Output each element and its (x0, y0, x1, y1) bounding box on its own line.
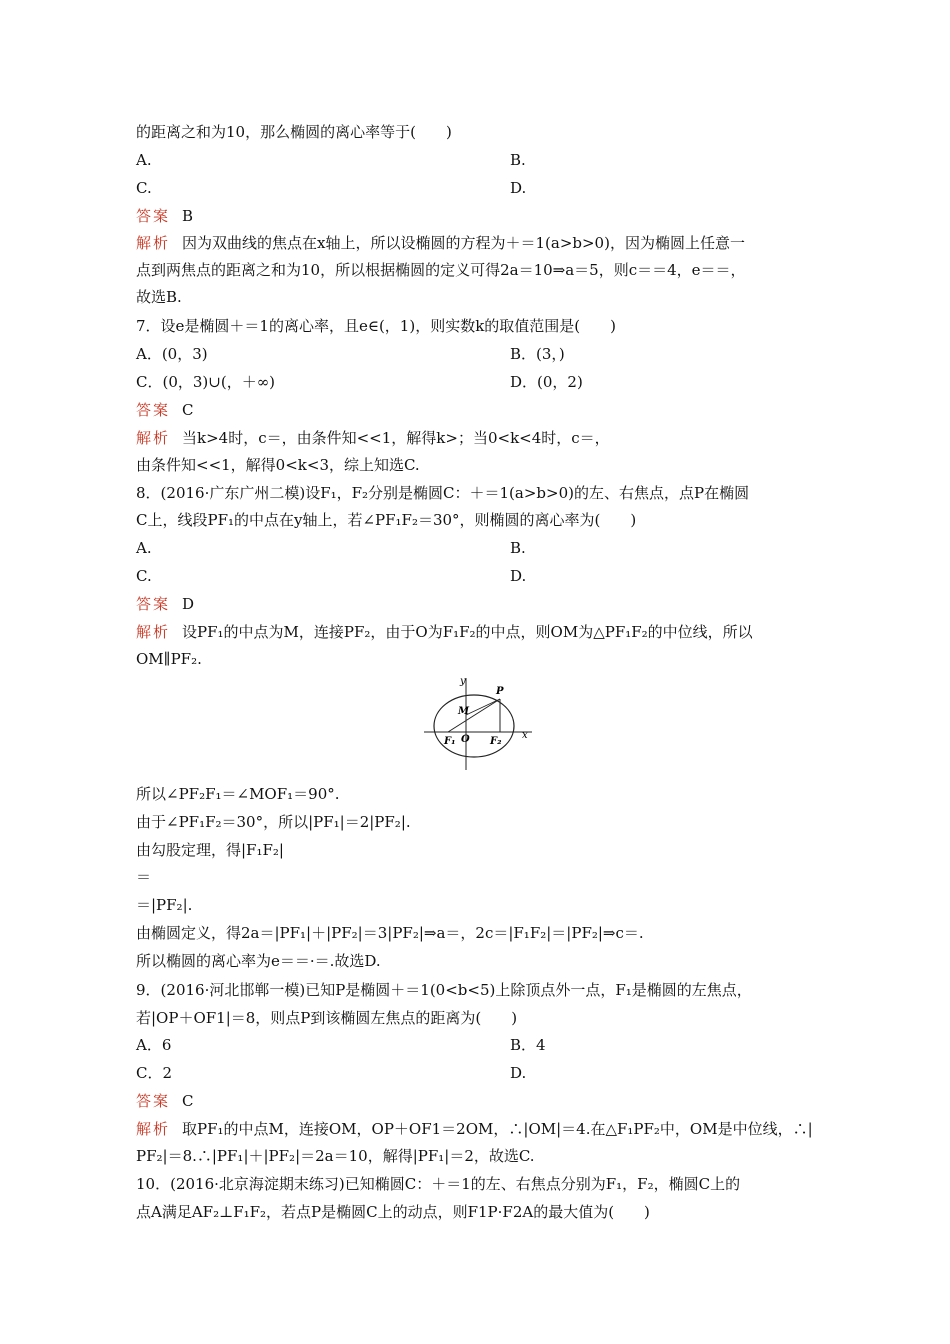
text-line (136, 922, 826, 944)
answer-label: 解析 (136, 1120, 171, 1138)
line-text: C. (136, 567, 152, 585)
answer-label: 解析 (136, 234, 171, 252)
option-right: D. (510, 567, 527, 585)
text-line (136, 648, 826, 670)
line-text: 10．(2016·北京海淀期末练习)已知椭圆C：＋＝1的左、右焦点分别为F₁，F₂，椭圆C上的 (136, 1175, 741, 1193)
option-right: B．4 (510, 1036, 546, 1054)
line-text: A. (136, 151, 152, 169)
segment-pf1 (448, 699, 500, 732)
text-line (136, 205, 826, 227)
label-p: P (496, 686, 504, 697)
line-text: 7．设e是椭圆＋＝1的离心率，且e∈(，1)，则实数k的取值范围是( ) (136, 317, 616, 335)
option-right: B. (510, 151, 526, 169)
answer-label: 解析 (136, 623, 171, 641)
line-text: 所以∠PF₂F₁＝∠MOF₁＝90°. (136, 785, 340, 803)
line-text: 由于∠PF₁F₂＝30°，所以|PF₁|＝2|PF₂|. (136, 813, 411, 831)
answer-label: 答案 (136, 401, 171, 419)
text-line (136, 565, 826, 587)
label-x: x (522, 730, 528, 741)
answer-label: 答案 (136, 595, 171, 613)
text-line (136, 149, 826, 171)
line-text: 因为双曲线的焦点在x轴上，所以设椭圆的方程为＋＝1(a>b>0)，因为椭圆上任意一 (182, 234, 745, 252)
line-text: 故选B. (136, 288, 182, 306)
text-line (136, 1173, 826, 1195)
label-y: y (460, 676, 466, 687)
line-text: 9．(2016·河北邯郸一模)已知P是椭圆＋＝1(0<b<5)上除顶点外一点，F₁是椭圆的左焦点， (136, 981, 752, 999)
line-text: 取PF₁的中点M，连接OM，OP＋OF1＝2OM，∴|OM|＝4.在△F₁PF₂中，OM是中位线，∴| (182, 1120, 813, 1138)
text-line (136, 343, 826, 365)
line-text: PF₂|＝8.∴|PF₁|＋|PF₂|＝2a＝10，解得|PF₁|＝2，故选C. (136, 1147, 535, 1165)
text-line (136, 286, 826, 308)
text-line (136, 621, 826, 643)
text-line (136, 259, 826, 281)
text-line (136, 371, 826, 393)
text-line (136, 593, 826, 615)
option-right: D. (510, 1064, 527, 1082)
line-text: ＝|PF₂|. (136, 896, 193, 914)
label-f2: F₂ (490, 736, 502, 747)
line-text: 当k>4时，c＝，由条件知<<1，解得k>；当0<k<4时，c＝， (182, 429, 610, 447)
ellipse-figure (418, 672, 536, 772)
text-line (136, 894, 826, 916)
option-right: D. (510, 179, 527, 197)
line-text: 由条件知<<1，解得0<k<3，综上知选C. (136, 456, 420, 474)
label-m: M (458, 706, 470, 717)
text-line (136, 177, 826, 199)
option-right: D．(0，2) (510, 373, 583, 391)
text-line (136, 839, 826, 861)
line-text: A. (136, 539, 152, 557)
line-text: 所以椭圆的离心率为e＝＝·＝.故选D. (136, 952, 381, 970)
text-line (136, 232, 826, 254)
line-text: A．6 (136, 1036, 172, 1054)
option-right: B. (510, 539, 526, 557)
text-line (136, 811, 826, 833)
text-line (136, 454, 826, 476)
line-text: C (182, 1092, 194, 1110)
line-text: ＝ (136, 868, 152, 886)
line-text: 由勾股定理，得|F₁F₂| (136, 841, 284, 859)
text-line (136, 482, 826, 504)
text-line (136, 979, 826, 1001)
line-text: C上，线段PF₁的中点在y轴上，若∠PF₁F₂＝30°，则椭圆的离心率为( ) (136, 511, 637, 529)
text-line (136, 1118, 826, 1140)
line-text: 点到两焦点的距离之和为10，所以根据椭圆的定义可得2a＝10⇒a＝5，则c＝＝4，e＝＝， (136, 261, 746, 279)
text-line (136, 950, 826, 972)
text-line (136, 783, 826, 805)
text-line (136, 1034, 826, 1056)
line-text: C．(0，3)∪(，＋∞) (136, 373, 276, 391)
segment-om (466, 699, 500, 715)
text-line (136, 1145, 826, 1167)
line-text: 的距离之和为10，那么椭圆的离心率等于( ) (136, 123, 452, 141)
text-line (136, 1201, 826, 1223)
line-text: 由椭圆定义，得2a＝|PF₁|＋|PF₂|＝3|PF₂|⇒a＝，2c＝|F₁F₂|＝|PF₂|⇒c＝. (136, 924, 644, 942)
line-text: B (182, 207, 194, 225)
answer-label: 解析 (136, 429, 171, 447)
text-line (136, 1007, 826, 1029)
option-right: B．(3，) (510, 345, 565, 363)
line-text: A．(0，3) (136, 345, 208, 363)
text-line (136, 1090, 826, 1112)
text-line (136, 537, 826, 559)
line-text: 若|OP＋OF1|＝8，则点P到该椭圆左焦点的距离为( ) (136, 1009, 518, 1027)
text-line (136, 509, 826, 531)
line-text: D (182, 595, 195, 613)
text-line (136, 399, 826, 421)
text-line (136, 121, 826, 143)
line-text: OM∥PF₂. (136, 650, 202, 668)
line-text: 设PF₁的中点为M，连接PF₂，由于O为F₁F₂的中点，则OM为△PF₁F₂的中位线，所以 (182, 623, 753, 641)
line-text: C. (136, 179, 152, 197)
text-line (136, 1062, 826, 1084)
text-line (136, 866, 826, 888)
label-o: O (461, 734, 470, 745)
answer-label: 答案 (136, 1092, 171, 1110)
line-text: C (182, 401, 194, 419)
line-text: 8．(2016·广东广州二模)设F₁，F₂分别是椭圆C：＋＝1(a>b>0)的左、右焦点，点P在椭圆 (136, 484, 750, 502)
line-text: 点A满足AF₂⊥F₁F₂，若点P是椭圆C上的动点，则F1P·F2A的最大值为( ) (136, 1203, 650, 1221)
line-text: C．2 (136, 1064, 173, 1082)
ellipse-curve (434, 695, 514, 757)
text-line (136, 315, 826, 337)
label-f1: F₁ (444, 736, 456, 747)
answer-label: 答案 (136, 207, 171, 225)
text-line (136, 427, 826, 449)
